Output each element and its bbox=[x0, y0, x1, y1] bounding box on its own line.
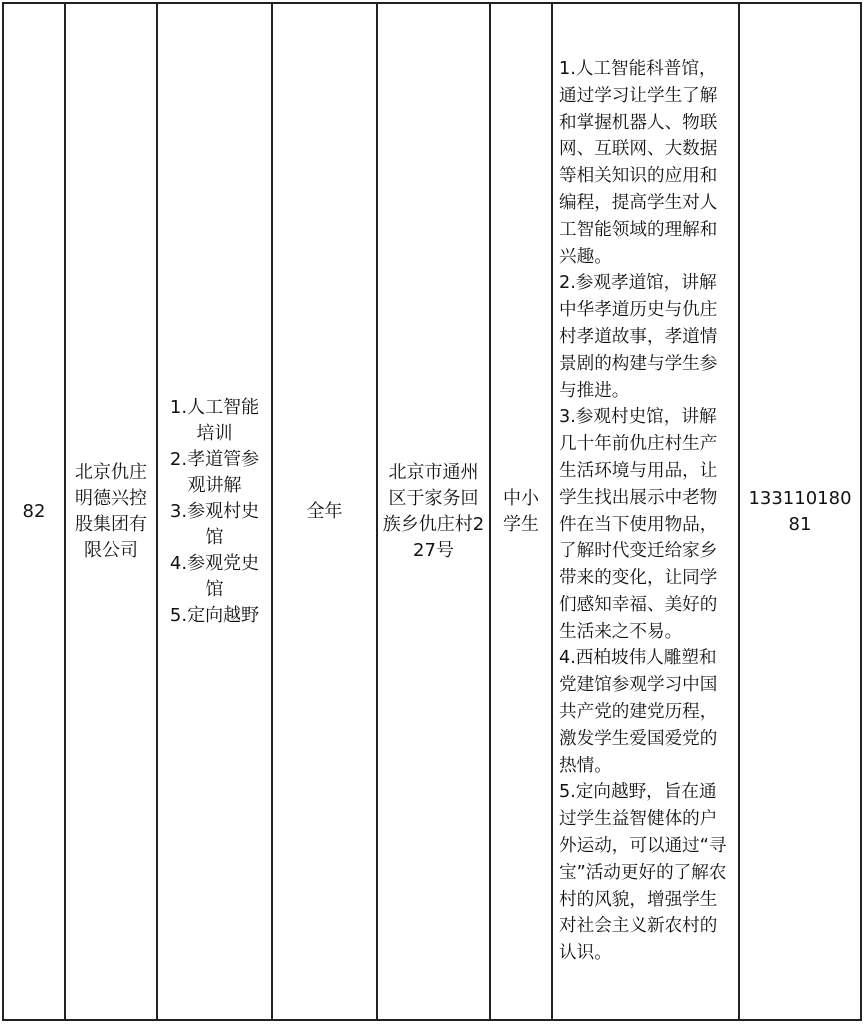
details-text: 1.人工智能科普馆，通过学习让学生了解和掌握机器人、物联网、互联网、大数据等相关知识的应用和编程，提高学生对人工智能领域的理解和兴趣。 2.参观孝道馆，讲解中华孝道历史与仇庄村孝道故事，孝道情景剧的构建与学生参与推进。 3.参观村史馆，讲解几十年前仇庄村生产生活环境与用品，让学生找出展示中老物件在当下使用物品，了解时代变迁给家乡带来的变化，让同学们感知幸福、美好的生活来之不易。 4.西柏坡伟人雕塑和党建馆参观学习中国共产党的建党历程，激发学生爱国爱党的热情。 5.定向越野，旨在通过学生益智健体的户外运动，可以通过“寻宝”活动更好的了解农村的风貌，增强学生对社会主义新农村的认识。 bbox=[559, 58, 727, 964]
details-cell bbox=[552, 3, 739, 1020]
table-row bbox=[3, 3, 861, 1020]
phone-cell: 13311018081 bbox=[739, 3, 861, 1020]
activities-text: 1.人工智能培训 2.孝道管参观讲解 3.参观村史馆 4.参观党史馆 5.定向越野 bbox=[169, 396, 260, 626]
index-cell: 82 bbox=[3, 3, 65, 1020]
company-cell: 北京仇庄明德兴控股集团有限公司 bbox=[65, 3, 157, 1020]
period-cell: 全年 bbox=[272, 3, 377, 1020]
address-cell: 北京市通州区于家务回族乡仇庄村227号 bbox=[377, 3, 490, 1020]
audience-cell: 中小学生 bbox=[490, 3, 552, 1020]
activities-cell bbox=[157, 3, 272, 1020]
activity-table bbox=[2, 2, 862, 1021]
